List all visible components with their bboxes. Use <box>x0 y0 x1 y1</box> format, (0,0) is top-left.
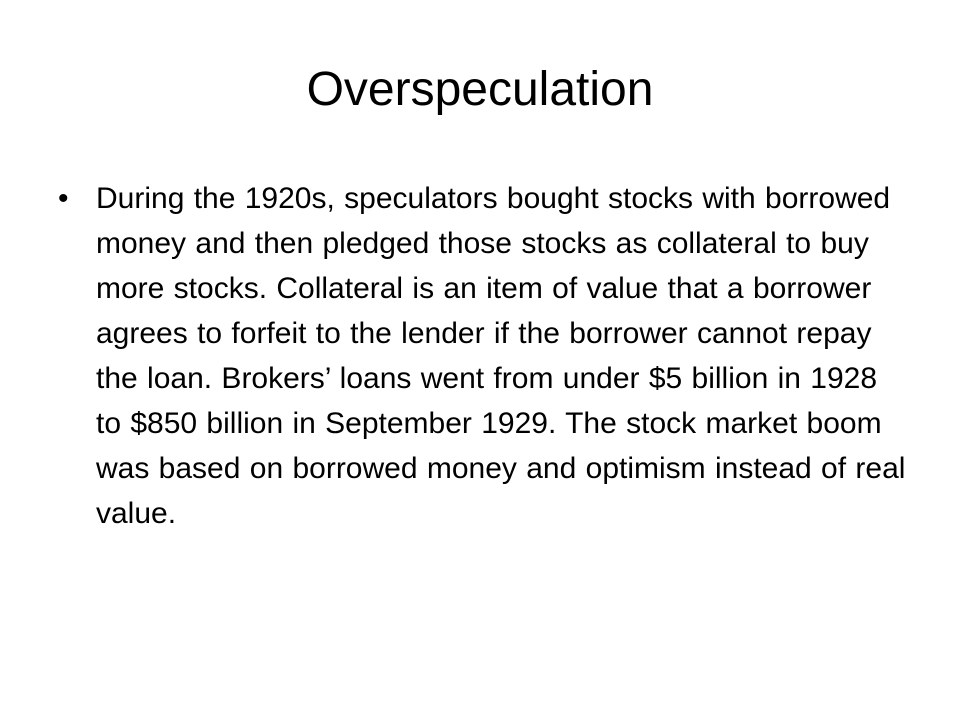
bullet-item <box>56 176 906 536</box>
slide-title: Overspeculation <box>306 63 654 116</box>
bullet-icon: • <box>58 182 69 215</box>
bullet-list <box>56 176 906 536</box>
bullet-text: During the 1920s, speculators bought stocks with borrowed money and then pledged those stocks as collateral to buy more stocks. Collateral is an item of value that a borrower agrees to forfeit to the lender if the borrower cannot repay the loan. Brokers’ loans went from under $5 billion in 1928 to $850 billion in September 1929. The stock market boom was based on borrowed money and optimism instead of real value. <box>96 182 906 530</box>
